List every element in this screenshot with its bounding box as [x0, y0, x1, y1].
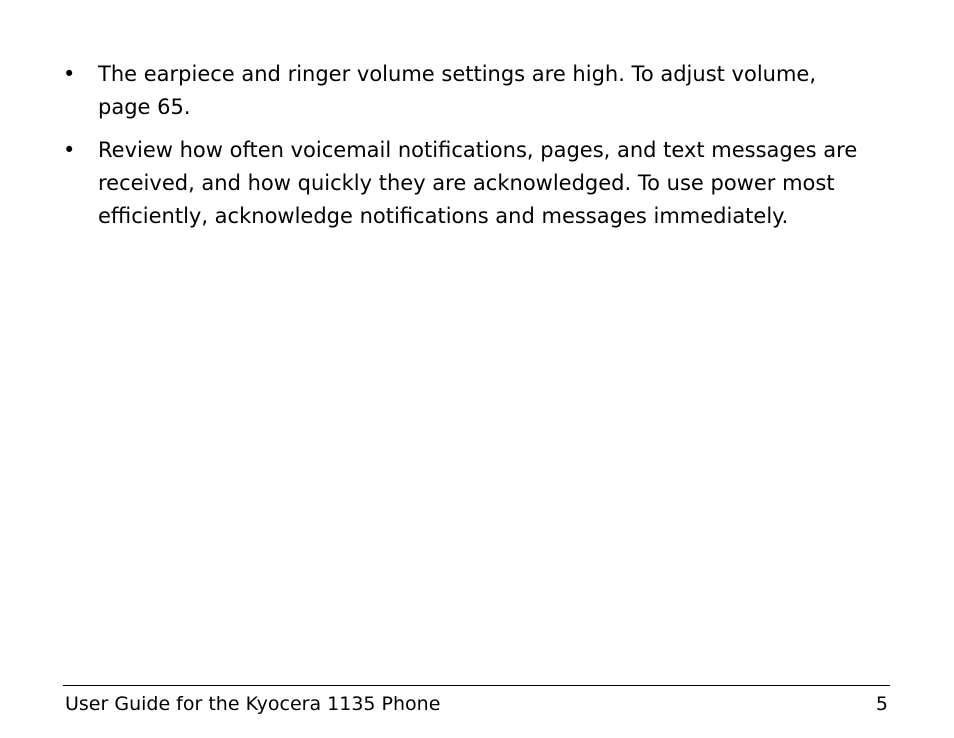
page-number: 5 — [875, 693, 888, 715]
page-footer — [63, 690, 890, 718]
page-body — [0, 58, 954, 243]
bullet-icon: • — [63, 62, 76, 86]
footer-title: User Guide for the Kyocera 1135 Phone — [65, 693, 441, 715]
bullet-text: Review how often voicemail notifications, pages, and text messages are received, and how quickly they are acknowledged. To use power most efficiently, acknowledge notifications and messages immediately. — [98, 138, 858, 228]
bullet-item-notifications — [0, 134, 868, 233]
bullet-text: The earpiece and ringer volume settings are high. To adjust volume, page 65. — [98, 62, 817, 119]
bullet-icon: • — [63, 138, 76, 162]
bullet-item-volume — [0, 58, 868, 124]
footer-divider — [63, 685, 890, 686]
